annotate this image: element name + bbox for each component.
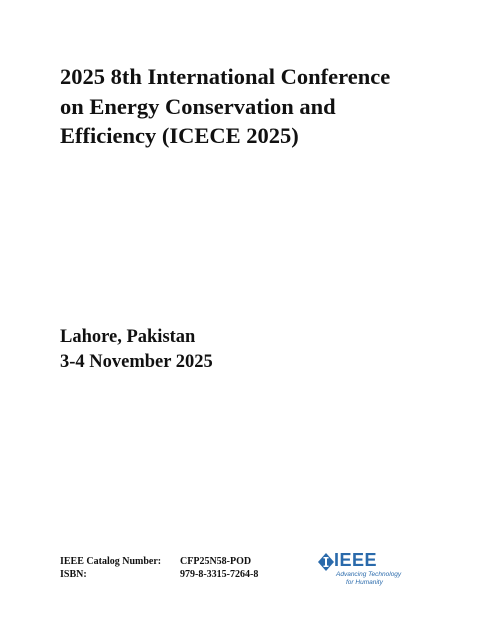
catalog-number-label: IEEE Catalog Number:	[60, 556, 162, 567]
ieee-diamond-icon	[318, 553, 334, 571]
ieee-tagline-line-1: Advancing Technology	[336, 571, 402, 578]
isbn-value: 979-8-3315-7264-8	[180, 569, 259, 580]
venue-dates: 3-4 November 2025	[60, 352, 213, 372]
isbn-label: ISBN:	[60, 569, 87, 580]
ieee-logo	[318, 550, 402, 593]
catalog-number-value: CFP25N58-POD	[180, 556, 252, 567]
venue-location: Lahore, Pakistan	[60, 327, 196, 347]
title-line-2: on Energy Conservation and	[60, 93, 336, 119]
ieee-tagline-line-2: for Humanity	[346, 579, 383, 586]
ieee-tagline	[336, 571, 401, 587]
title-line-3: Efficiency (ICECE 2025)	[60, 123, 299, 148]
ieee-wordmark: IEEE	[334, 550, 378, 570]
catalog-info	[60, 555, 258, 581]
venue-block	[60, 325, 213, 375]
title-line-1: 2025 8th International Conference	[60, 64, 391, 89]
page-title	[60, 62, 480, 151]
isbn-row	[60, 568, 258, 581]
catalog-number-row	[60, 555, 258, 568]
